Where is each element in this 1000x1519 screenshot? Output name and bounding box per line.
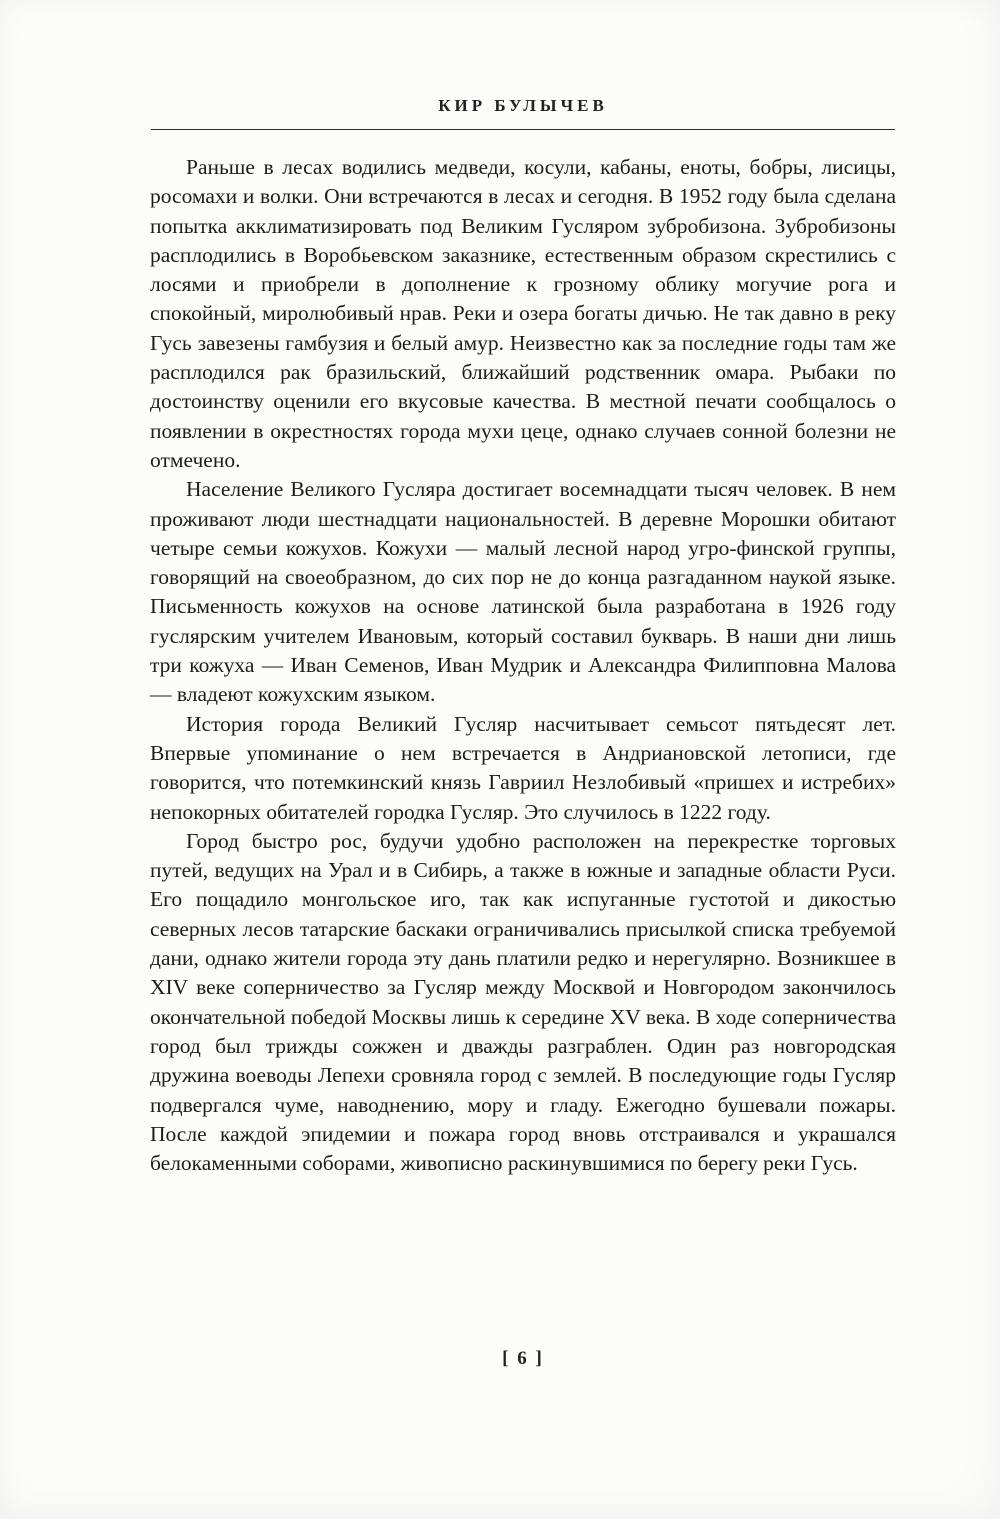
page-number: [ 6 ] [502, 1348, 544, 1369]
paragraph-city-growth: Город быстро рос, будучи удобно расположен на перекрестке торговых путей, ведущих на Урал и в Сибирь, а также в южные и западные области Руси. Его пощадило монгольское иго, так как испуганные густотой и дикостью северных лесов татарские баскаки ограничивались присылкой списка требуемой дани, однако жители города эту дань платили редко и нерегулярно. Возникшее в XIV веке соперничество за Гусляр между Москвой и Новгородом закончилось окончательной победой Москвы лишь к середине XV века. В ходе соперничества город был трижды сожжен и дважды разграблен. Один раз новгородская дружина воеводы Лепехи сровняла город с землей. В последующие годы Гусляр подвергался чуме, наводнению, мору и гладу. Ежегодно бушевали пожары. После каждой эпидемии и пожара город вновь отстраивался и украшался белокаменными соборами, живописно раскинувшимися по берегу реки Гусь. [150, 828, 896, 1176]
page-body-text [150, 153, 896, 1178]
paragraph-population: Население Великого Гусляра достигает восемнадцати тысяч человек. В нем проживают люди шестнадцати национальностей. В деревне Морошки обитают четыре семьи кожухов. Кожухи — малый лесной народ угро-финской группы, говорящий на своеобразном, до сих пор не до конца разгаданном наукой языке. Письменность кожухов на основе латинской была разработана в 1926 году гуслярским учителем Ивановым, который составил букварь. В наши дни лишь три кожуха — Иван Семенов, Иван Мудрик и Александра Филипповна Малова — владеют кожухским языком. [150, 477, 896, 707]
paragraph-history-origin: История города Великий Гусляр насчитывает семьсот пятьдесят лет. Впервые упоминание о нем встречается в Андриановской летописи, где говорится, что потемкинский князь Гавриил Незлобивый «пришех и истребих» непокорных обитателей городка Гусляр. Это случилось в 1222 году. [150, 711, 896, 824]
header-rule [151, 129, 895, 130]
paragraph-fauna: Раньше в лесах водились медведи, косули, кабаны, еноты, бобры, лисицы, росомахи и волки. Они встречаются в лесах и сегодня. В 1952 году была сделана попытка акклиматизировать под Великим Гусляром зубробизона. Зубробизоны расплодились в Воробьевском заказнике, естественным образом скрестились с лосями и приобрели в дополнение к грозному облику могучие рога и спокойный, миролюбивый нрав. Реки и озера богаты дичью. Не так давно в реку Гусь завезены гамбузия и белый амур. Неизвестно как за последние годы там же расплодился рак бразильский, ближайший родственник омара. Рыбаки по достоинству оценили его вкусовые качества. В местной печати сообщалось о появлении в окрестностях города мухи цеце, однако случаев сонной болезни не отмечено. [150, 155, 896, 472]
running-header-author: КИР БУЛЫЧЕВ [438, 96, 608, 115]
